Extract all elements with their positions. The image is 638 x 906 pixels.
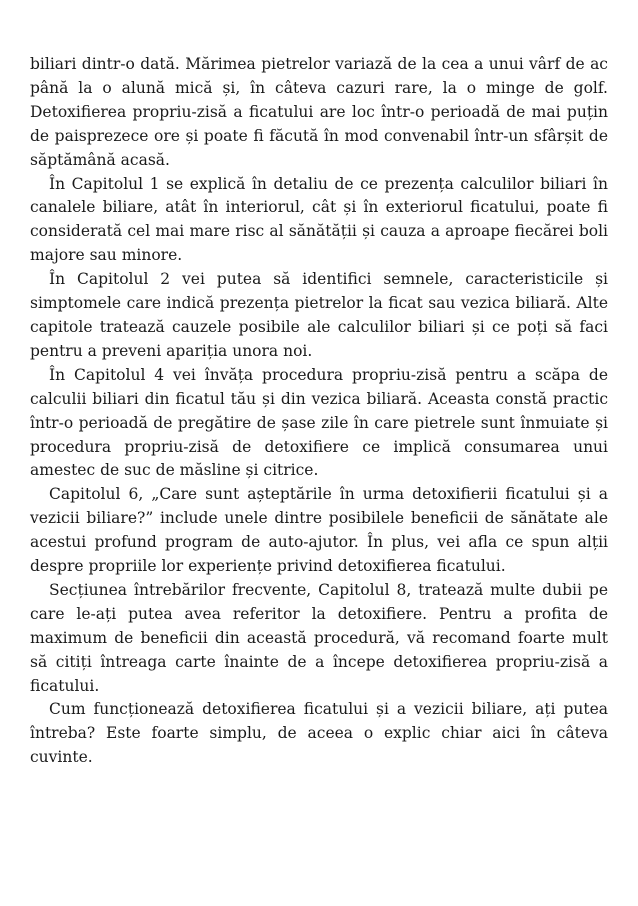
paragraph-7: Cum funcționează detoxifierea ficatului și a vezicii biliare, ați putea întreba? Este foarte simplu, de aceea o explic chiar aici în câteva cuvinte. (30, 700, 608, 767)
paragraph-6: Secțiunea întrebărilor frecvente, Capitolul 8, tratează multe dubii pe care le-ați putea avea referitor la detoxifiere. Pentru a profita de maximum de beneficii din această procedură, vă recomand foarte mult să citiți întreaga carte înainte de a începe detoxifierea propriu-zisă a ficatului. (30, 580, 608, 695)
paragraph-3: În Capitolul 2 vei putea să identifici semnele, caracteristicile și simptomele care indică prezența pietrelor la ficat sau vezica biliară. Alte capitole tratează cauzele posibile ale calculilor biliari și ce poți să faci pentru a preveni apariția unora noi. (30, 270, 608, 360)
paragraph-2: În Capitolul 1 se explică în detaliu de ce prezența calculilor biliari în canalele biliare, atât în interiorul, cât și în exteriorul ficatului, poate fi considerată cel mai mare risc al sănătății și cauza a aproape fiecărei boli majore sau minore. (30, 174, 608, 265)
paragraph-4: În Capitolul 4 vei învăța procedura propriu-zisă pentru a scăpa de calculii biliari din ficatul tău și din vezica biliară. Aceasta constă practic într-o perioadă de pregătire de șase zile în care pietrele sunt înmuiate și procedura propriu-zisă de detoxifiere ce implică consumarea unui amestec de suc de măsline și citrice. (30, 365, 608, 480)
paragraph-1: biliari dintr-o dată. Mărimea pietrelor variază de la cea a unui vârf de ac până la o alună mică și, în câteva cazuri rare, la o minge de golf. Detoxifierea propriu-zisă a ficatului are loc într-o perioadă de mai puțin de paisprezece ore și poate fi făcută în mod convenabil într-un sfârșit de săptămână acasă. (30, 55, 608, 169)
paragraph-5: Capitolul 6, „Care sunt așteptările în urma detoxifierii ficatului și a vezicii biliare?” include unele dintre posibilele beneficii de sănătate ale acestui profund program de auto-ajutor. În plus, vei afla ce spun alții despre propriile lor experiențe privind detoxifierea ficatului. (30, 485, 608, 576)
document-page (30, 53, 608, 770)
